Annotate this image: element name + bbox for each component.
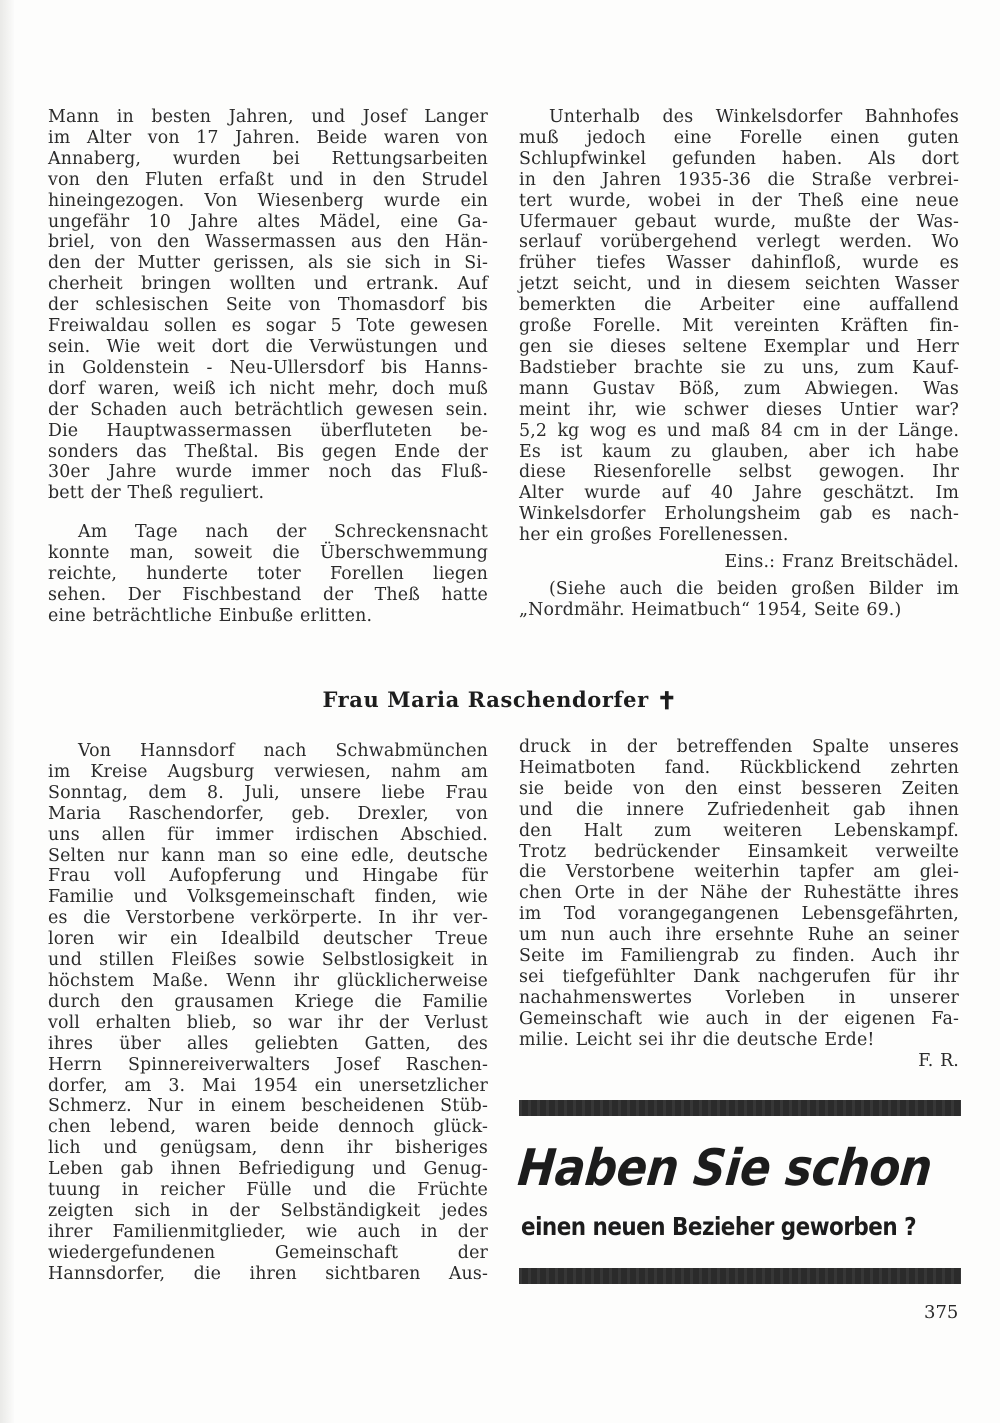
text-line: druck in der betreffenden Spalte unseres	[519, 737, 959, 757]
text-line: und die innere Zufriedenheit gab ihnen	[519, 799, 959, 820]
obituary-paragraph-part-2	[519, 737, 959, 1051]
text-line: Mann in besten Jahren, und Josef Langer	[48, 107, 488, 127]
text-line: Am Tage nach der Schreckensnacht	[78, 522, 488, 543]
text-line: hineingezogen. Von Wiesenberg wurde ein	[48, 190, 488, 211]
trout-paragraph	[519, 107, 959, 546]
text-line: (Siehe auch die beiden großen Bilder im	[549, 578, 959, 599]
text-line: sei tiefgefühlter Dank nachgerufen für ihr	[519, 966, 959, 987]
text-line: Annaberg, wurden bei Rettungsarbeiten	[48, 148, 488, 169]
flood-article-column-right	[519, 107, 959, 621]
text-line: Frau voll Aufopferung und Hingabe für	[48, 866, 488, 887]
ad-divider-bar-bottom	[519, 1268, 961, 1284]
text-line: Trotz bedrückender Einsamkeit verweilte	[519, 841, 959, 862]
text-line: höchstem Maße. Wenn ihr glücklicherweise	[48, 970, 488, 991]
text-line: Heimatboten fand. Rückblickend zehrten	[519, 757, 959, 778]
text-line: der schlesischen Seite von Thomasdorf bis	[48, 295, 488, 316]
obituary-column-right	[519, 737, 959, 1072]
text-line: milie. Leicht sei ihr die deutsche Erde!	[519, 1029, 875, 1050]
text-line: die Verstorbene weiterhin tapfer am glei-	[519, 862, 959, 883]
text-line: den der Mutter gerissen, als sie sich in Si-	[48, 253, 488, 274]
text-line: gen sie dieses seltene Exemplar und Herr	[519, 336, 959, 357]
text-line: nachahmenswertes Vorleben in unserer	[519, 987, 959, 1008]
obituary-paragraph-part-1	[48, 741, 488, 1285]
text-line: Selten nur kann man so eine edle, deutsche	[48, 845, 488, 866]
obituary-signature: F. R.	[918, 1050, 959, 1071]
text-line: Seite im Familiengrab zu finden. Auch ihr	[519, 946, 959, 967]
page-number: 375	[924, 1302, 959, 1323]
text-line: tert wurde, wobei in der Theß eine neue	[519, 190, 959, 211]
flood-article-signature: Eins.: Franz Breitschädel.	[724, 552, 959, 573]
text-line: Ufermauer gebaut wurde, mußte der Was-	[519, 211, 959, 232]
text-line: Sonntag, dem 8. Juli, unsere liebe Frau	[48, 782, 488, 803]
text-line: den Halt zum weiteren Lebenskampf.	[519, 820, 959, 841]
text-line: Unterhalb des Winkelsdorfer Bahnhofes	[549, 107, 959, 127]
text-line: im Tod vorangegangenen Lebensgefährten,	[519, 904, 959, 925]
text-line: 30er Jahre wurde immer noch das Fluß-	[48, 462, 488, 483]
text-line: meint ihr, wie schwer dieses Untier war?	[519, 399, 959, 420]
ad-divider-bar-top	[519, 1100, 961, 1116]
text-line: Die Hauptwassermassen überfluteten be-	[48, 420, 488, 441]
text-line: es die Verstorbene verkörperte. In ihr ver-	[48, 908, 488, 929]
subscriber-advertisement	[515, 1098, 961, 1286]
text-line: Freiwaldau sollen es sogar 5 Tote gewesen	[48, 316, 488, 337]
text-line: durch den grausamen Kriege die Familie	[48, 991, 488, 1012]
text-line: muß jedoch eine Forelle einen guten	[519, 127, 959, 148]
text-line: lich und genügsam, denn ihr bisheriges	[48, 1138, 488, 1159]
text-line: zeigten sich in der Selbständigkeit jedes	[48, 1200, 488, 1221]
text-line: in den Jahren 1935-36 die Straße verbrei-	[519, 169, 959, 190]
flood-article-column-left	[48, 107, 488, 627]
text-line: eine beträchtliche Einbuße erlitten.	[48, 605, 373, 626]
text-line: um nun auch ihre ersehnte Ruhe an seiner	[519, 925, 959, 946]
text-line: sie beide von den einst besseren Zeiten	[519, 778, 959, 799]
text-line: diese Riesenforelle selbst gewogen. Ihr	[519, 462, 959, 483]
text-line: Gemeinschaft wie auch in der eigenen Fa-	[519, 1008, 959, 1029]
text-line: Winkelsdorfer Erholungsheim gab es nach-	[519, 504, 959, 525]
obituary-headline-text: Frau Maria Raschendorfer	[322, 687, 649, 712]
text-line: im Kreise Augsburg verwiesen, nahm am	[48, 761, 488, 782]
text-line: Schmerz. Nur in einem bescheidenen Stüb-	[48, 1096, 488, 1117]
text-line: „Nordmähr. Heimatbuch“ 1954, Seite 69.)	[519, 599, 902, 620]
text-line: Von Hannsdorf nach Schwabmünchen	[78, 741, 488, 761]
ad-subtitle: einen neuen Bezieher geworben ?	[521, 1212, 917, 1241]
text-line: serlauf vorübergehend verlegt werden. Wo	[519, 232, 959, 253]
text-line: ungefähr 10 Jahre altes Mädel, eine Ga-	[48, 211, 488, 232]
text-line: Familie und Volksgemeinschaft finden, wie	[48, 887, 488, 908]
text-line: große Forelle. Mit vereinten Kräften fin-	[519, 316, 959, 337]
obituary-headline	[0, 686, 1000, 715]
text-line: dorf waren, weiß ich nicht mehr, doch muß	[48, 378, 488, 399]
text-line: konnte man, soweit die Überschwemmung	[48, 543, 488, 564]
cross-icon: ✝	[656, 686, 678, 715]
text-line: Leben gab ihnen Befriedigung und Genug-	[48, 1159, 488, 1180]
obituary-column-left	[48, 741, 488, 1285]
text-line: bett der Theß reguliert.	[48, 483, 265, 504]
text-line: her ein großes Forellenessen.	[519, 525, 789, 546]
flood-paragraph-2	[48, 522, 488, 627]
text-line: von den Fluten erfaßt und in den Strudel	[48, 169, 488, 190]
text-line: 5,2 kg wog es und maß 84 cm in der Länge.	[519, 420, 959, 441]
text-line: briel, von den Wassermassen aus den Hän-	[48, 232, 488, 253]
text-line: sehen. Der Fischbestand der Theß hatte	[48, 584, 488, 605]
text-line: Es ist kaum zu glauben, aber ich habe	[519, 441, 959, 462]
text-line: uns allen für immer irdischen Abschied.	[48, 824, 488, 845]
text-line: ihrer Familienmitglieder, wie auch in der	[48, 1221, 488, 1242]
text-line: Alter wurde auf 40 Jahre geschätzt. Im	[519, 483, 959, 504]
text-line: bemerkten die Arbeiter eine auffallend	[519, 295, 959, 316]
text-line: loren wir ein Idealbild deutscher Treue	[48, 929, 488, 950]
text-line: wiedergefundenen Gemeinschaft der	[48, 1242, 488, 1263]
text-line: der Schaden auch beträchtlich gewesen sein.	[48, 399, 488, 420]
text-line: Badstieber brachte sie zu uns, zum Kauf-	[519, 357, 959, 378]
text-line: ihres über alles geliebten Gatten, des	[48, 1033, 488, 1054]
text-line: tuung in reicher Fülle und die Früchte	[48, 1180, 488, 1201]
text-line: früher tiefes Wasser dahinfloß, wurde es	[519, 253, 959, 274]
text-line: Hannsdorfer, die ihren sichtbaren Aus-	[48, 1263, 488, 1284]
text-line: reichte, hunderte toter Forellen liegen	[48, 564, 488, 585]
text-line: sonders das Theßtal. Bis gegen Ende der	[48, 441, 488, 462]
text-line: chen lebend, waren beide dennoch glück-	[48, 1117, 488, 1138]
ad-title: Haben Sie schon	[515, 1138, 935, 1198]
text-line: dorfer, am 3. Mai 1954 ein unersetzlicher	[48, 1075, 488, 1096]
text-line: jetzt seicht, und in diesem seichten Wasser	[519, 274, 959, 295]
flood-paragraph-1	[48, 107, 488, 504]
text-line: mann Gustav Böß, zum Abwiegen. Was	[519, 378, 959, 399]
reference-note	[519, 579, 959, 621]
text-line: im Alter von 17 Jahren. Beide waren von	[48, 127, 488, 148]
text-line: cherheit bringen wollten und ertrank. Auf	[48, 274, 488, 295]
text-line: sein. Wie weit dort die Verwüstungen und	[48, 336, 488, 357]
text-line: Herrn Spinnereiverwalters Josef Raschen-	[48, 1054, 488, 1075]
text-line: Maria Raschendorfer, geb. Drexler, von	[48, 803, 488, 824]
text-line: in Goldenstein - Neu-Ullersdorf bis Hanns-	[48, 357, 488, 378]
text-line: chen Orte in der Nähe der Ruhestätte ihres	[519, 883, 959, 904]
text-line: Schlupfwinkel gefunden haben. Als dort	[519, 148, 959, 169]
text-line: voll erhalten blieb, so war ihr der Verlust	[48, 1012, 488, 1033]
text-line: und stillen Fleißes sowie Selbstlosigkeit in	[48, 950, 488, 971]
